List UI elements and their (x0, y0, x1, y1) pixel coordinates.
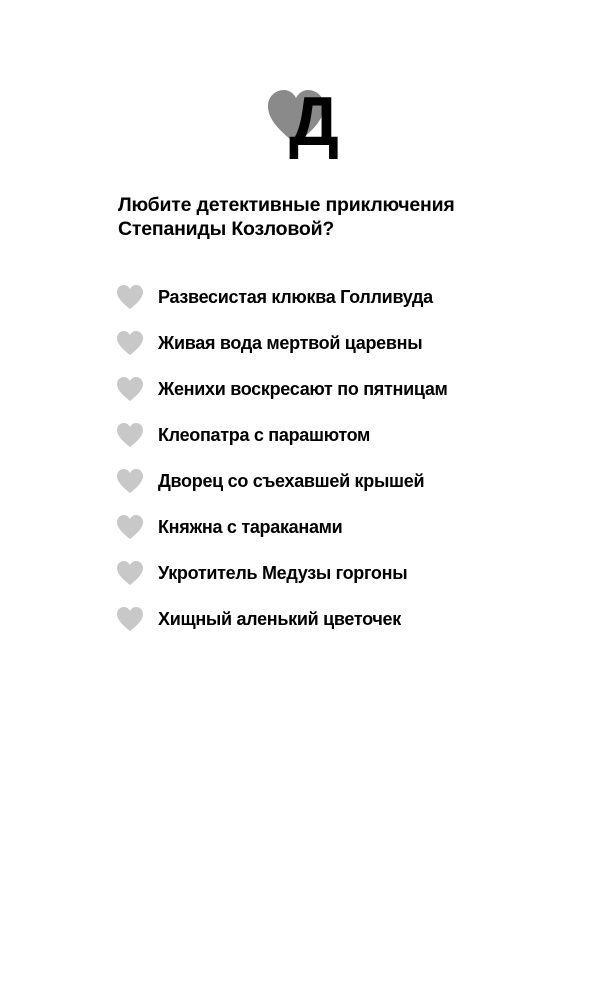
list-item (116, 422, 448, 468)
heading-line-1: Любите детективные приключения (118, 194, 455, 216)
heart-icon (116, 514, 144, 540)
series-heading (118, 193, 538, 241)
book-list (116, 284, 448, 652)
book-title: Развесистая клюква Голливуда (158, 287, 433, 307)
list-item (116, 330, 448, 376)
publisher-logo (266, 82, 346, 160)
book-title: Княжна с тараканами (158, 517, 343, 537)
heart-icon (116, 606, 144, 632)
heart-icon (116, 560, 144, 586)
heart-icon (116, 376, 144, 402)
book-title: Укротитель Медузы горгоны (158, 563, 408, 583)
list-item (116, 560, 448, 606)
book-title: Дворец со съехавшей крышей (158, 471, 425, 491)
book-title: Клеопатра с парашютом (158, 425, 371, 445)
heading-line-2: Степаниды Козловой? (118, 218, 335, 240)
heart-icon (116, 422, 144, 448)
logo-letter: Д (289, 82, 339, 160)
list-item (116, 606, 448, 652)
heart-icon (116, 284, 144, 310)
list-item (116, 514, 448, 560)
book-title: Живая вода мертвой царевны (158, 333, 423, 353)
list-item (116, 284, 448, 330)
book-title: Хищный аленький цветочек (158, 609, 401, 629)
list-item (116, 376, 448, 422)
list-item (116, 468, 448, 514)
heart-icon (116, 468, 144, 494)
heart-icon (116, 330, 144, 356)
book-title: Женихи воскресают по пятницам (158, 379, 448, 399)
